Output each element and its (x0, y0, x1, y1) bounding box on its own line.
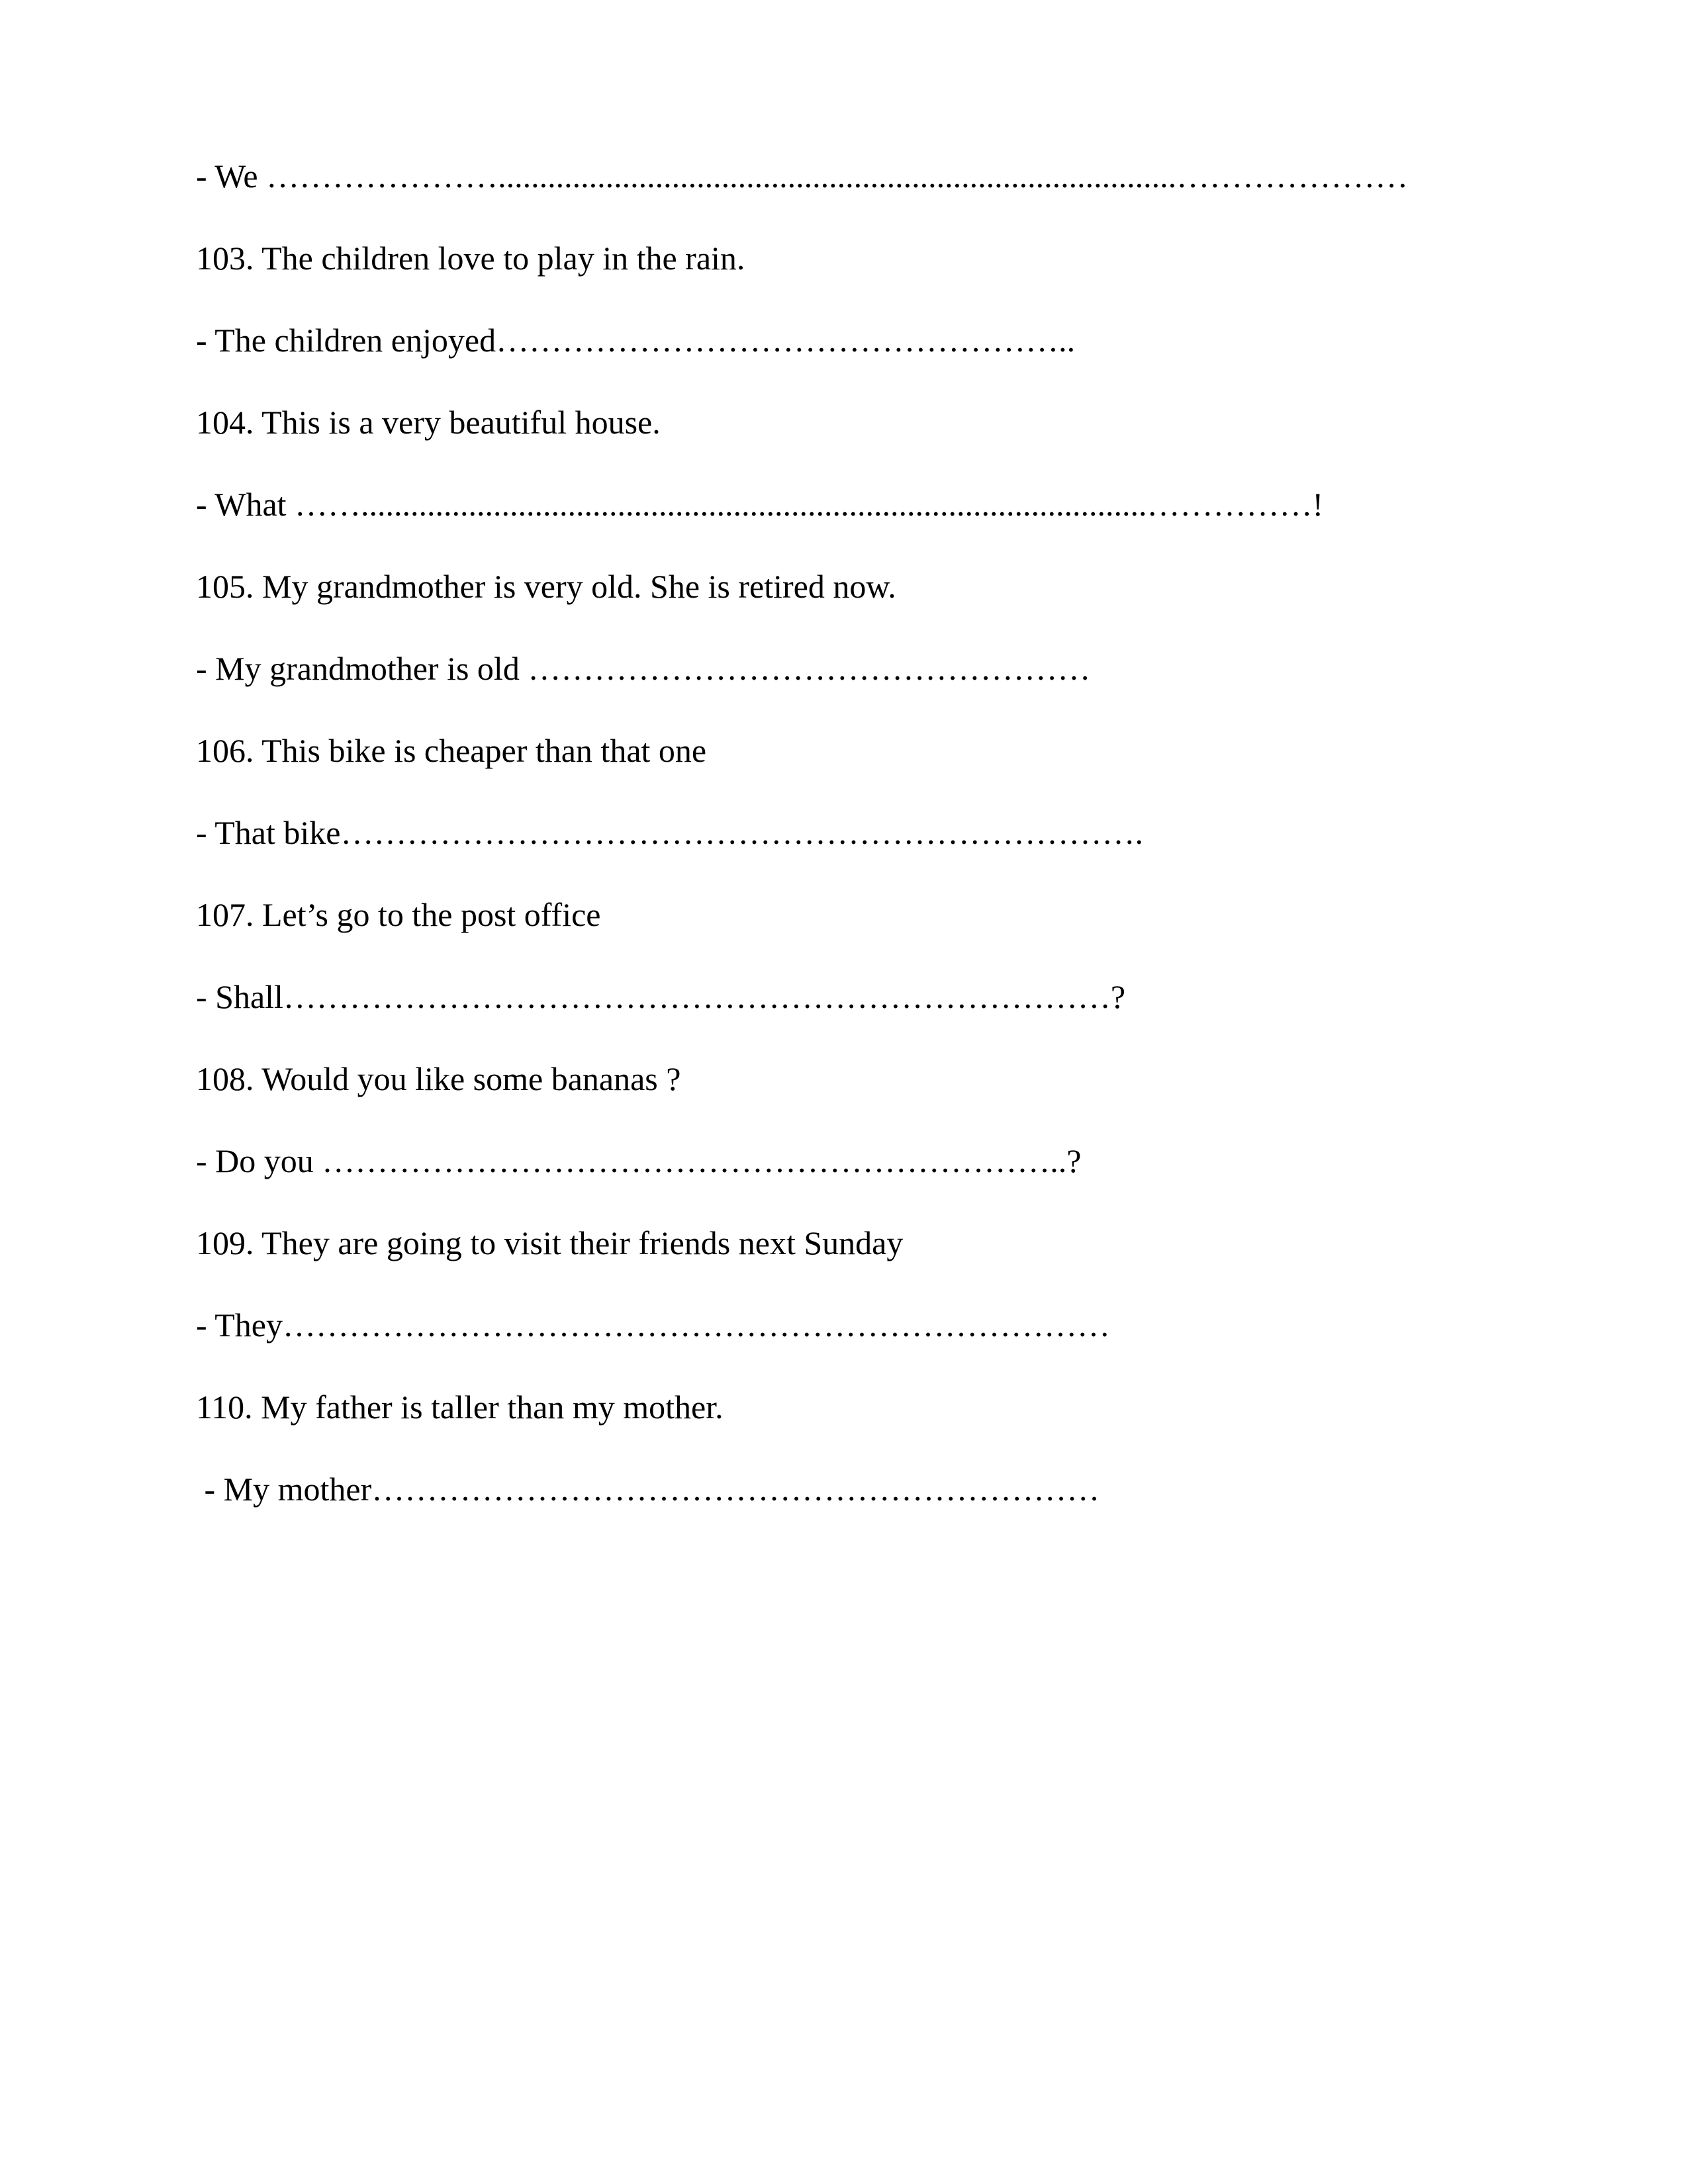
question-108: 108. Would you like some bananas ? (196, 1060, 681, 1097)
answer-line-108: - Do you …………………………………………………………..? (196, 1142, 1082, 1179)
answer-line-103: - The children enjoyed…………………………………………….. (196, 322, 1076, 359)
question-107: 107. Let’s go to the post office (196, 896, 601, 933)
question-104: 104. This is a very beautiful house. (196, 404, 661, 441)
answer-line-105: - My grandmother is old …………………………………………… (196, 650, 1091, 687)
question-109: 109. They are going to visit their friends next Sunday (196, 1224, 904, 1261)
answer-line-106: - That bike………………………………………………………………. (196, 814, 1143, 851)
answer-line-102: - We …………………..................................................................................………………… (196, 158, 1409, 195)
question-105: 105. My grandmother is very old. She is retired now. (196, 568, 896, 605)
answer-line-110: - My mother………………………………………………………… (196, 1471, 1100, 1508)
question-110: 110. My father is taller than my mother. (196, 1388, 724, 1426)
answer-line-109: - They………………………………………………………………… (196, 1306, 1110, 1343)
question-106: 106. This bike is cheaper than that one (196, 732, 707, 769)
answer-line-104: - What ……...............................................................................................……………! (196, 486, 1324, 523)
question-103: 103. The children love to play in the rain. (196, 240, 745, 277)
answer-line-107: - Shall…………………………………………………………………? (196, 978, 1126, 1015)
